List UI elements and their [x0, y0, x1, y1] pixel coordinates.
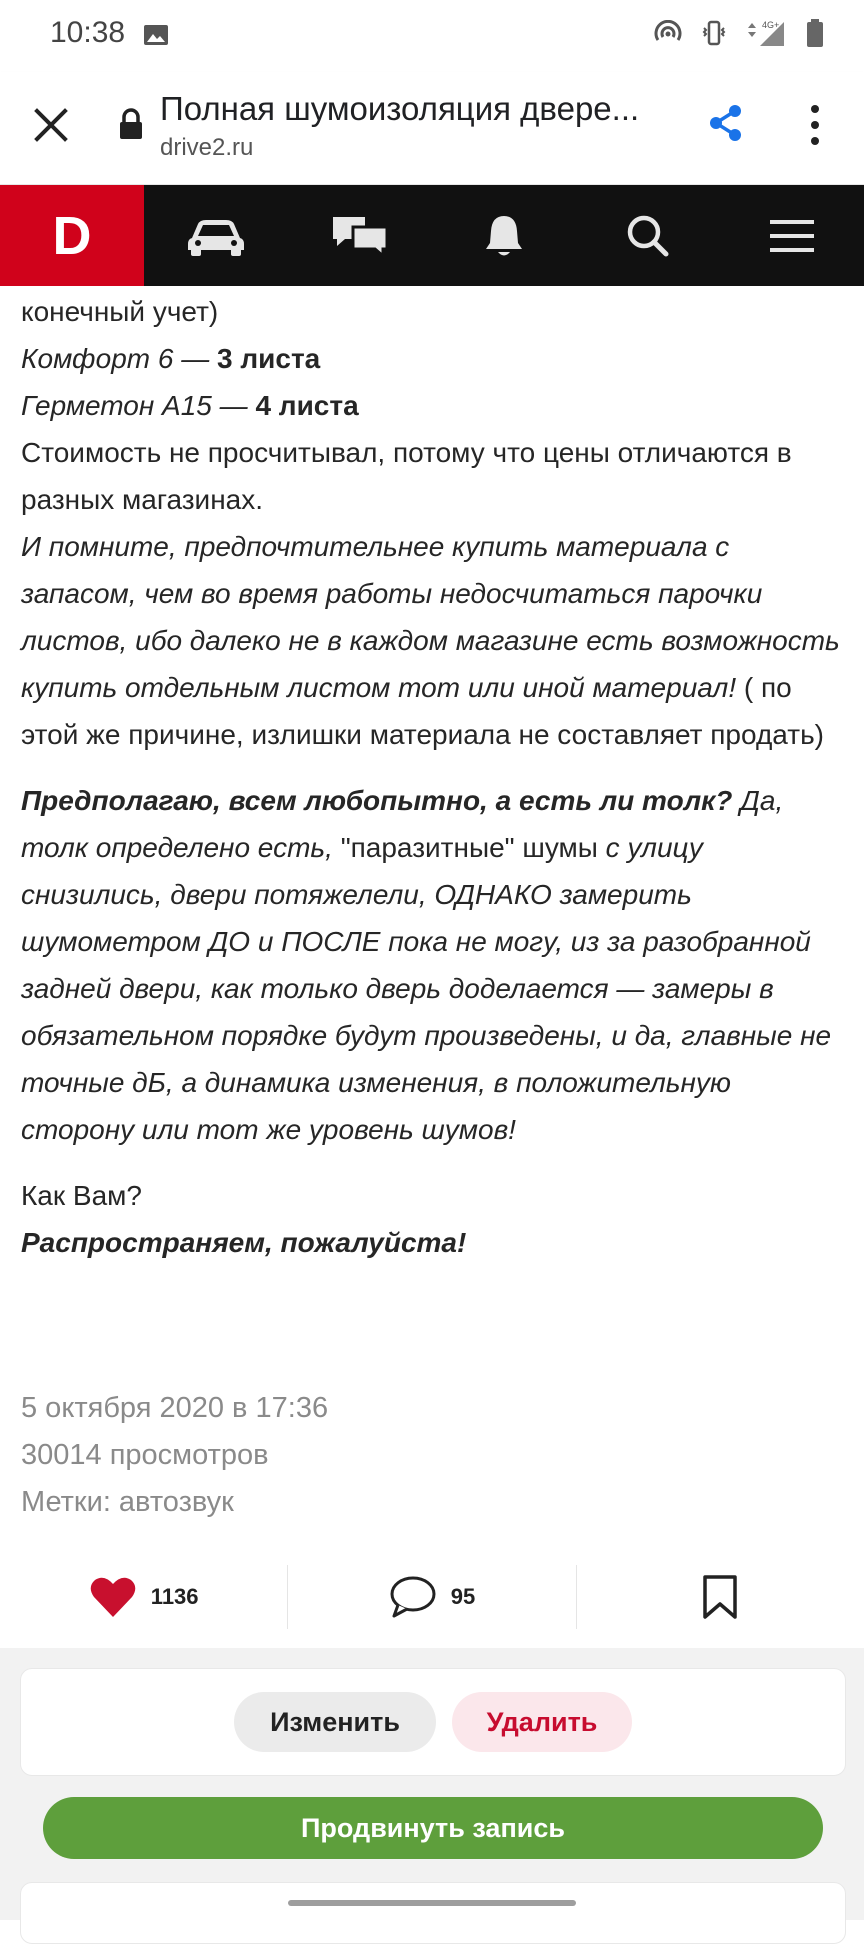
- delete-button[interactable]: Удалить: [452, 1692, 632, 1752]
- post-actions: [0, 1565, 864, 1629]
- article-text: Распространяем, пожалуйста!: [21, 1227, 467, 1258]
- site-navigation: [0, 185, 864, 286]
- bookmark-icon: [701, 1574, 739, 1620]
- status-bar: [0, 0, 864, 72]
- hamburger-menu-icon: [768, 218, 816, 254]
- nav-messages[interactable]: [288, 185, 432, 286]
- nav-cars[interactable]: [144, 185, 288, 286]
- comments-button[interactable]: [288, 1565, 575, 1629]
- drive2-logo[interactable]: D: [0, 185, 144, 286]
- nav-notifications[interactable]: [432, 185, 576, 286]
- hotspot-icon: [654, 20, 682, 46]
- battery-icon: [806, 18, 824, 48]
- material-line: Комфорт 6 — 3 листа: [21, 343, 321, 374]
- nav-search[interactable]: [576, 185, 720, 286]
- like-count: 1136: [150, 1584, 199, 1609]
- share-icon[interactable]: [705, 102, 747, 144]
- vibrate-icon: [700, 19, 728, 47]
- comment-icon: [389, 1575, 437, 1619]
- lock-icon: [118, 107, 144, 141]
- car-icon: [186, 214, 246, 258]
- chat-icon: [331, 213, 389, 259]
- browser-toolbar: [0, 72, 864, 185]
- more-options-icon[interactable]: [800, 102, 830, 148]
- bottom-card: [20, 1882, 846, 1944]
- svg-text:4G+: 4G+: [762, 20, 780, 30]
- home-indicator[interactable]: [288, 1900, 576, 1906]
- page-title[interactable]: Полная шумоизоляция двере...: [160, 90, 640, 127]
- article-text: Стоимость не просчитывал, потому что цены отличаются в разных магазинах.: [21, 437, 792, 515]
- bookmark-button[interactable]: [577, 1565, 864, 1629]
- post-meta: [21, 1385, 328, 1526]
- article-text: И помните, предпочтительнее купить материала с запасом, чем во время работы недосчитаться парочки листов, ибо далеко не в каждом магазине есть возможность купить отдельным листом тот или иной материал! ( по этой же причине, излишки материала не составляет продать): [21, 531, 840, 750]
- bell-icon: [483, 213, 525, 259]
- post-tags[interactable]: Метки: автозвук: [21, 1486, 234, 1518]
- article-text: Предполагаю, всем любопытно, а есть ли толк? Да, толк определено есть, "паразитные" шумы с улицу снизились, двери потяжелели, ОДНАКО замерить шумометром ДО и ПОСЛЕ пока не могу, из за разобранной задней двери, как только дверь доделается — замеры в обязательном порядке будут произведены, и да, главные не точные дБ, а динамика изменения, в положительную сторону или тот же уровень шумов!: [21, 785, 832, 1145]
- signal-4g-icon: [746, 18, 788, 48]
- post-views: 30014 просмотров: [21, 1439, 269, 1471]
- material-line: Герметон А15 — 4 листа: [21, 390, 359, 421]
- edit-button[interactable]: Изменить: [234, 1692, 436, 1752]
- promote-post-button[interactable]: Продвинуть запись: [43, 1797, 823, 1859]
- article-text: конечный учет): [21, 296, 219, 327]
- nav-menu[interactable]: [720, 185, 864, 286]
- close-icon[interactable]: [28, 102, 74, 148]
- article-text: Как Вам?: [21, 1180, 142, 1211]
- status-time: 10:38: [50, 16, 126, 49]
- gallery-notification-icon: [143, 24, 169, 46]
- page-domain[interactable]: drive2.ru: [160, 134, 254, 161]
- status-icons: [654, 18, 824, 48]
- comment-count: 95: [450, 1584, 476, 1609]
- post-date: 5 октября 2020 в 17:36: [21, 1392, 329, 1424]
- article-body: [21, 288, 841, 1266]
- like-button[interactable]: [0, 1565, 287, 1629]
- search-icon: [626, 214, 670, 258]
- owner-actions-card: [20, 1668, 846, 1776]
- heart-icon: [89, 1575, 137, 1619]
